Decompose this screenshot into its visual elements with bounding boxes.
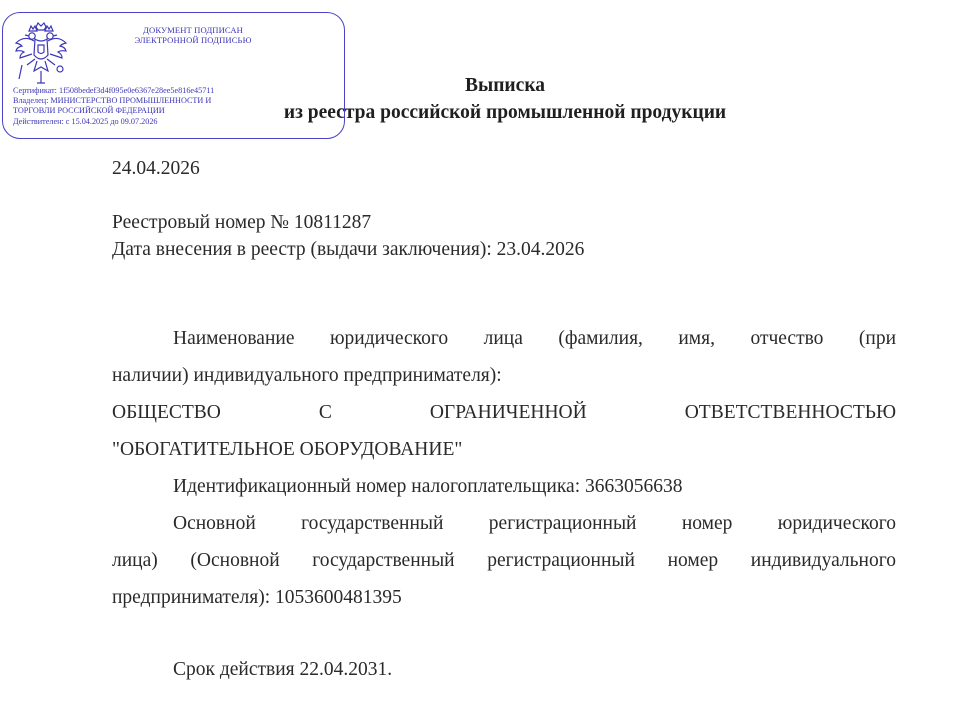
registry-number: Реестровый номер № 10811287 — [112, 212, 372, 233]
taxpayer-id: Идентификационный номер налогоплательщика: 3663056638 — [173, 476, 683, 497]
stamp-title-line: ДОКУМЕНТ ПОДПИСАН — [143, 25, 243, 35]
ogrn-line: лица) (Основной государственный регистрационный номер индивидуального — [112, 550, 896, 571]
entity-label-line: Наименование юридического лица (фамилия, имя, отчество (при — [173, 328, 896, 349]
stamp-certificate: Сертификат: 1f508bedef3d4f095e0e6367e28ee5e816e45711 — [13, 86, 215, 95]
document-date: 24.04.2026 — [112, 158, 200, 179]
stamp-validity: Действителен: с 15.04.2025 до 09.07.2026 — [13, 116, 158, 126]
stamp-title — [113, 25, 273, 45]
entity-name-line: "ОБОГАТИТЕЛЬНОЕ ОБОРУДОВАНИЕ" — [112, 439, 463, 460]
document-title: Выписка — [464, 75, 546, 96]
stamp-title-line: ЭЛЕКТРОННОЙ ПОДПИСЬЮ — [134, 35, 252, 45]
registry-date: Дата внесения в реестр (выдачи заключения): 23.04.2026 — [112, 239, 585, 260]
entity-name-line: ОБЩЕСТВО С ОГРАНИЧЕННОЙ ОТВЕТСТВЕННОСТЬЮ — [112, 402, 896, 423]
ogrn-line: предпринимателя): 1053600481395 — [112, 587, 402, 608]
ogrn-line: Основной государственный регистрационный номер юридического — [173, 513, 896, 534]
stamp-owner: Владелец: МИНИСТЕРСТВО ПРОМЫШЛЕННОСТИ И — [13, 96, 212, 106]
document-subtitle: из реестра российской промышленной продукции — [283, 102, 727, 123]
validity-period: Срок действия 22.04.2031. — [173, 659, 393, 680]
stamp-owner: ТОРГОВЛИ РОССИЙСКОЙ ФЕДЕРАЦИИ — [13, 106, 165, 116]
entity-label-line: наличии) индивидуального предпринимателя): — [112, 365, 502, 386]
